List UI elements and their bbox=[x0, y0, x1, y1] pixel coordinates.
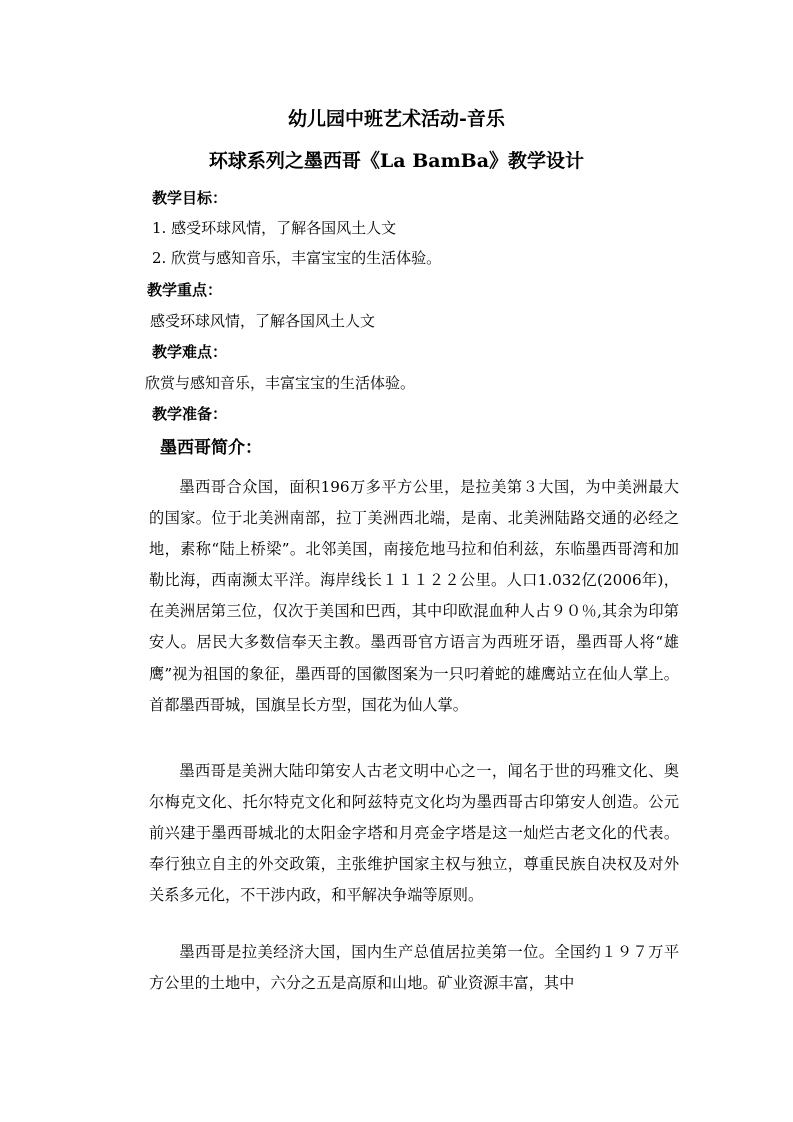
intro-paragraph-3: 墨西哥是拉美经济大国，国内生产总值居拉美第一位。全国约１９７万平方公里的土地中，六分之五是高原和山地。矿业资源丰富，其中 bbox=[149, 943, 679, 993]
preparation-heading: 教学准备： bbox=[152, 405, 228, 423]
goal-item-2: 2. 欣赏与感知音乐，丰富宝宝的生活体验。 bbox=[152, 249, 442, 267]
difficulties-text: 欣赏与感知音乐，丰富宝宝的生活体验。 bbox=[145, 374, 416, 392]
intro-heading: 墨西哥简介： bbox=[160, 438, 262, 458]
goal-item-1: 1. 感受环球风情，了解各国风土人文 bbox=[152, 219, 397, 237]
goals-heading: 教学目标： bbox=[152, 189, 228, 207]
intro-paragraph-2: 墨西哥是美洲大陆印第安人古老文明中心之一，闻名于世的玛雅文化、奥尔梅克文化、托尔特克文化和阿兹特克文化均为墨西哥古印第安人创造。公元前兴建于墨西哥城北的太阳金字塔和月亮金字塔是这一灿烂古老文化的代表。奉行独立自主的外交政策，主张维护国家主权与独立，尊重民族自决权及对外关系多元化，不干涉内政，和平解决争端等原则。 bbox=[149, 762, 679, 905]
difficulties-heading: 教学难点： bbox=[152, 343, 228, 361]
document-title: 幼儿园中班艺术活动-音乐 bbox=[288, 108, 505, 130]
intro-paragraph-1: 墨西哥合众国，面积196万多平方公里，是拉美第３大国，为中美洲最大的国家。位于北美洲南部，拉丁美洲西北端，是南、北美洲陆路交通的必经之地，素称“陆上桥梁”。北邻美国，南接危地马拉和伯利兹，东临墨西哥湾和加勒比海，西南濒太平洋。海岸线长１１１２２公里。人口1.032亿(2006年)，在美洲居第三位，仅次于美国和巴西，其中印欧混血种人占９０％,其余为印第安人。居民大多数信奉天主教。墨西哥官方语言为西班牙语，墨西哥人将“雄鹰”视为祖国的象征，墨西哥的国徽图案为一只叼着蛇的雄鹰站立在仙人掌上。首都墨西哥城，国旗呈长方型，国花为仙人掌。 bbox=[149, 478, 679, 714]
document-subtitle: 环球系列之墨西哥《La BamBa》教学设计 bbox=[208, 150, 585, 172]
key-points-heading: 教学重点： bbox=[147, 281, 223, 299]
key-points-text: 感受环球风情，了解各国风土人文 bbox=[150, 312, 376, 330]
